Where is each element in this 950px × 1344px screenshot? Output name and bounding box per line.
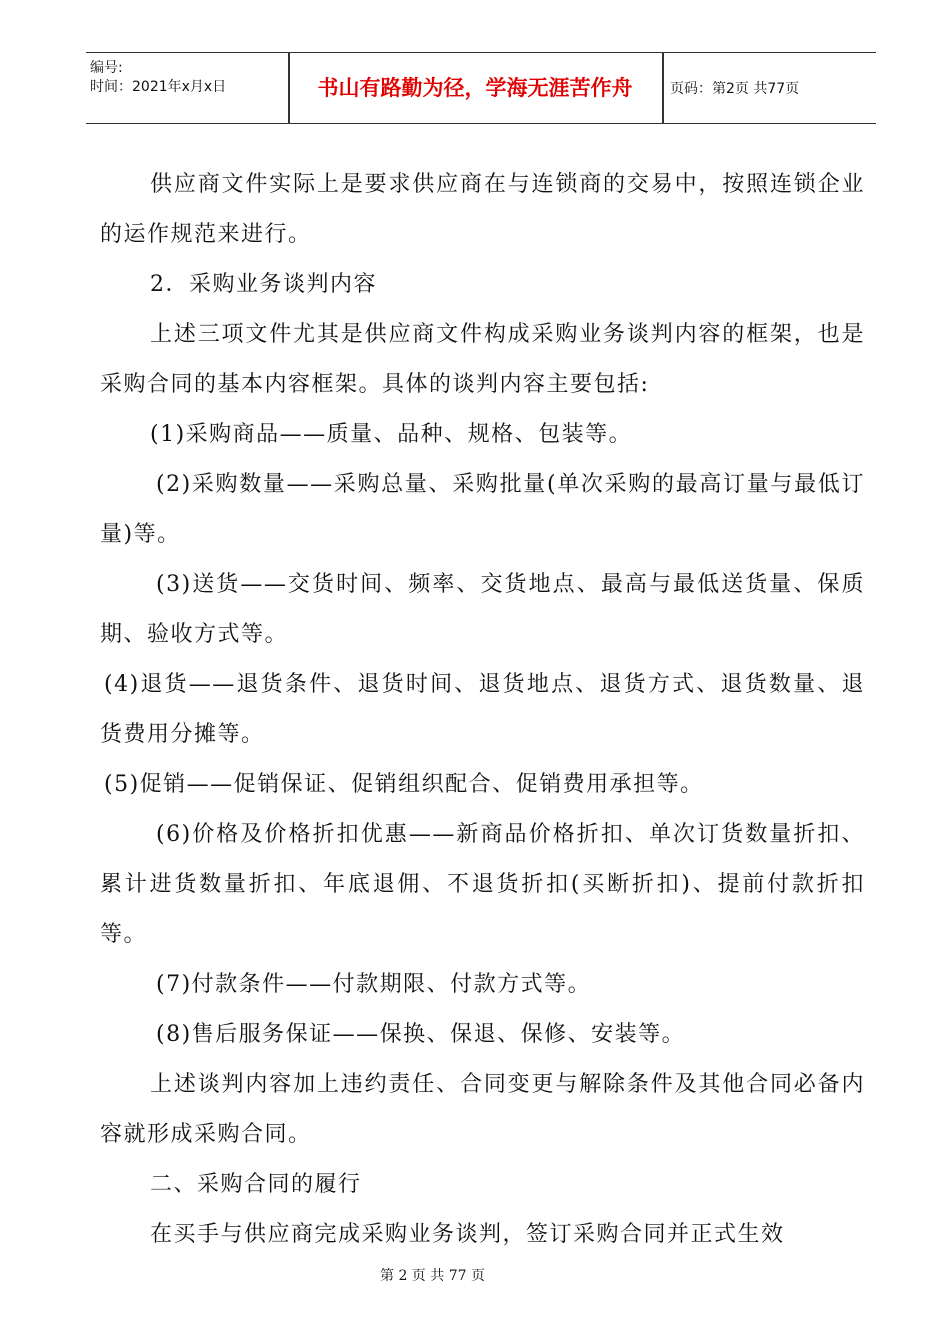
header-motto: 书山有路勤为径，学海无涯苦作舟 bbox=[317, 76, 633, 100]
section-heading-contract-performance: 二、采购合同的履行 bbox=[150, 1172, 362, 1197]
list-item-8: (8)售后服务保证——保换、保退、保修、安装等。 bbox=[156, 1022, 686, 1047]
list-item-4: (4)退货——退货条件、退货时间、退货地点、退货方式、退货数量、退货费用分摊等。 bbox=[100, 672, 865, 747]
paragraph-contract-effective: 在买手与供应商完成采购业务谈判，签订采购合同并正式生效 bbox=[150, 1222, 785, 1247]
paragraph-framework: 上述三项文件尤其是供应商文件构成采购业务谈判内容的框架，也是采购合同的基本内容框架。具体的谈判内容主要包括: bbox=[100, 322, 865, 397]
header-divider-right bbox=[662, 53, 664, 123]
list-item-2: (2)采购数量——采购总量、采购批量(单次采购的最高订量与最低订量)等。 bbox=[100, 472, 865, 547]
page-footer: 第 2 页 共 77 页 bbox=[380, 1268, 485, 1284]
paragraph-contract-formation: 上述谈判内容加上违约责任、合同变更与解除条件及其他合同必备内容就形成采购合同。 bbox=[100, 1072, 865, 1147]
document-body bbox=[100, 160, 865, 1260]
document-number-label: 编号: bbox=[90, 60, 123, 76]
header-meta bbox=[90, 59, 290, 97]
header-page-info: 页码：第2页 共77页 bbox=[670, 81, 800, 97]
list-item-7: (7)付款条件——付款期限、付款方式等。 bbox=[156, 972, 592, 997]
paragraph-supplier-file: 供应商文件实际上是要求供应商在与连锁商的交易中，按照连锁企业的运作规范来进行。 bbox=[100, 172, 865, 247]
list-item-5: (5)促销——促销保证、促销组织配合、促销费用承担等。 bbox=[104, 772, 704, 797]
page-header bbox=[86, 52, 876, 124]
section-heading-negotiation-content: 2．采购业务谈判内容 bbox=[150, 272, 377, 297]
list-item-6: (6)价格及价格折扣优惠——新商品价格折扣、单次订货数量折扣、累计进货数量折扣、年底退佣、不退货折扣(买断折扣)、提前付款折扣等。 bbox=[100, 822, 865, 947]
list-item-3: (3)送货——交货时间、频率、交货地点、最高与最低送货量、保质期、验收方式等。 bbox=[100, 572, 865, 647]
document-date: 时间：2021年x月x日 bbox=[90, 79, 227, 95]
list-item-1: (1)采购商品——质量、品种、规格、包装等。 bbox=[150, 422, 633, 447]
